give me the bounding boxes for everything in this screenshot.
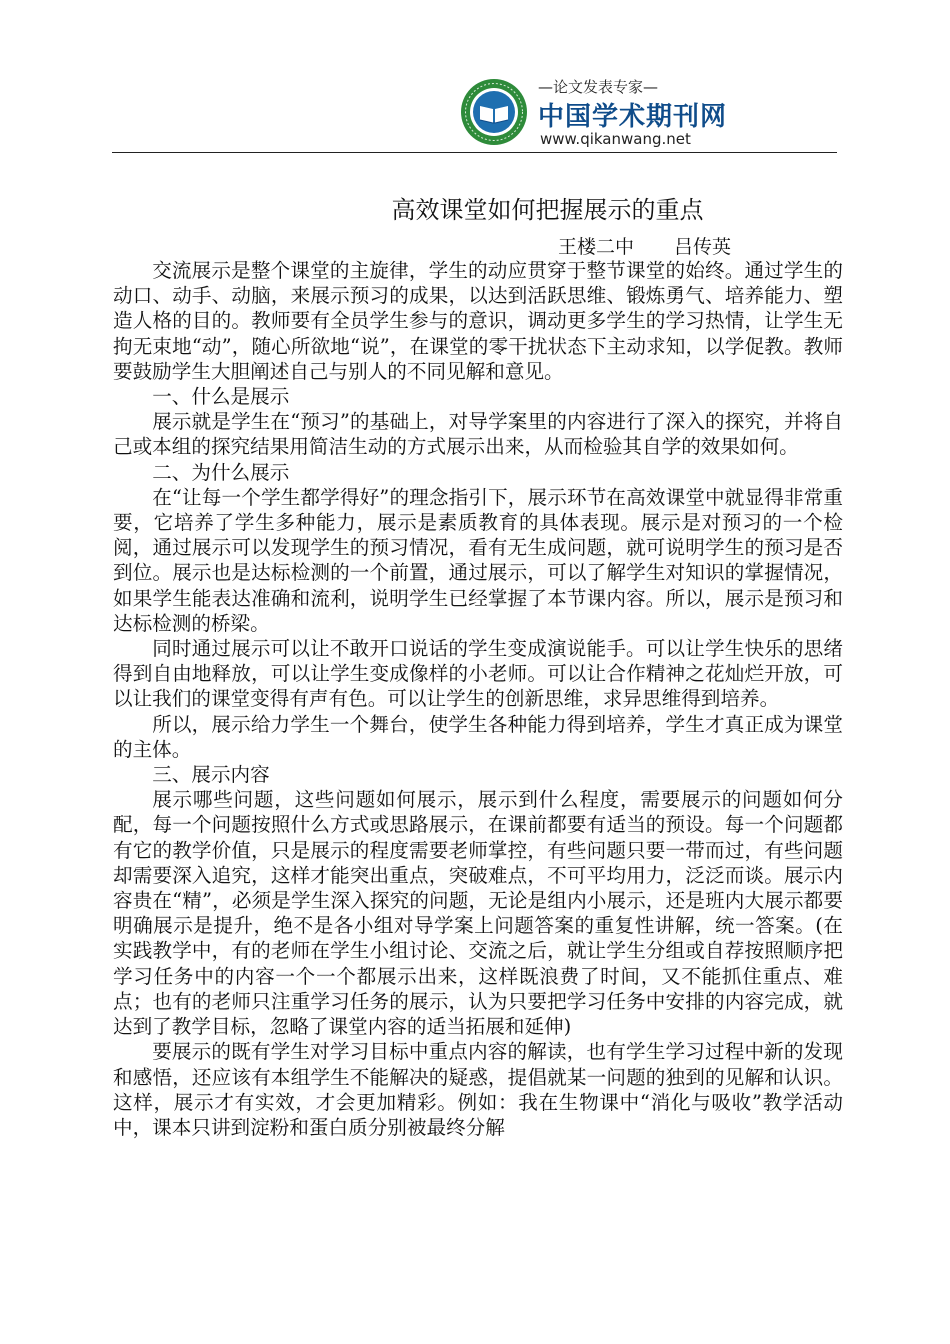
paragraph: 展示就是学生在“预习”的基础上，对导学案里的内容进行了深入的探究，并将自己或本组的探究结果用简洁生动的方式展示出来，从而检验其自学的效果如何。 [113,410,843,459]
paragraph: 交流展示是整个课堂的主旋律，学生的动应贯穿于整节课堂的始终。通过学生的动口、动手、动脑，来展示预习的成果，以达到活跃思维、锻炼勇气、培养能力、塑造人格的目的。教师要有全员学生参与的意识，调动更多学生的学习热情，让学生无拘无束地“动”，随心所欲地“说”，在课堂的零干扰状态下主动求知，以学促教。教师要鼓励学生大胆阐述自己与别人的不同见解和意见。 [113,259,843,383]
paragraph: 同时通过展示可以让不敢开口说话的学生变成演说能手。可以让学生快乐的思绪得到自由地释放，可以让学生变成像样的小老师。可以让合作精神之花灿烂开放，可以让我们的课堂变得有声有色。可以让学生的创新思维，求异思维得到培养。 [113,637,843,711]
paragraph: 展示哪些问题，这些问题如何展示，展示到什么程度，需要展示的问题如何分配，每一个问题按照什么方式或思路展示，在课前都要有适当的预设。每一个问题都有它的教学价值，只是展示的程度需要老师掌控，有些问题只要一带而过，有些问题却需要深入追究，这样才能突出重点，突破难点，不可平均用力，泛泛而谈。展示内容贵在“精”，必须是学生深入探究的问题，无论是组内小展示，还是班内大展示都要明确展示是提升，绝不是各小组对导学案上问题答案的重复性讲解，统一答案。(在实践教学中，有的老师在学生小组讨论、交流之后，就让学生分组或自荐按照顺序把学习任务中的内容一个一个都展示出来，这样既浪费了时间，又不能抓住重点、难点；也有的老师只注重学习任务的展示，认为只要把学习任务中安排的内容完成，就达到了教学目标，忽略了课堂内容的适当拓展和延伸) [113,788,843,1039]
author-name: 吕传英 [674,236,732,258]
byline [558,232,731,259]
header-divider [112,152,837,153]
section-heading: 一、什么是展示 [152,385,290,409]
article-title: 高效课堂如何把握展示的重点 [391,196,704,224]
article-body [113,258,843,1140]
paragraph: 要展示的既有学生对学习目标中重点内容的解读，也有学生学习过程中新的发现和感悟，还应该有本组学生不能解决的疑惑，提倡就某一问题的独到的见解和认识。这样，展示才有实效，才会更加精彩。例如：我在生物课中“消化与吸收”教学活动中，课本只讲到淀粉和蛋白质分别被最终分解 [113,1040,843,1139]
logo-url: www.qikanwang.net [540,130,691,148]
section-heading: 三、展示内容 [152,763,270,787]
logo-name: 中国学术期刊网 [538,102,728,132]
logo-tagline: —论文发表专家— [538,78,659,96]
paragraph: 所以，展示给力学生一个舞台，使学生各种能力得到培养，学生才真正成为课堂的主体。 [113,712,843,761]
paragraph: 在“让每一个学生都学得好”的理念指引下，展示环节在高效课堂中就显得非常重要，它培养了学生多种能力，展示是素质教育的具体表现。展示是对预习的一个检阅，通过展示可以发现学生的预习情况，看有无生成问题，就可说明学生的预习是否到位。展示也是达标检测的一个前置，通过展示，可以了解学生对知识的掌握情况，如果学生能表达准确和流利，说明学生已经掌握了本节课内容。所以，展示是预习和达标检测的桥梁。 [113,485,843,635]
journal-logo [460,76,728,148]
seal-icon [460,78,528,146]
author-school: 王楼二中 [558,236,635,258]
section-heading: 二、为什么展示 [152,460,290,484]
